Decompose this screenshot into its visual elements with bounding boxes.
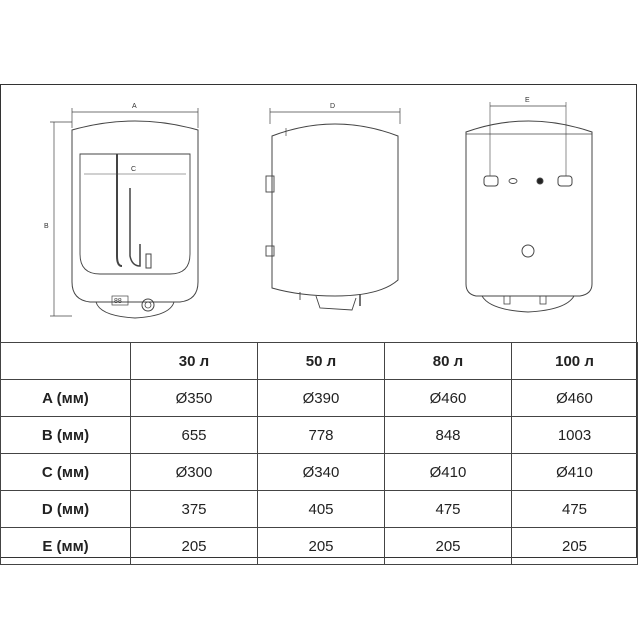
table-cell: Ø300 [131,454,258,491]
header-cell [1,343,131,380]
table-cell: 205 [131,528,258,565]
row-label: B (мм) [1,417,131,454]
row-label: E (мм) [1,528,131,565]
table-cell: 848 [385,417,512,454]
table-cell: Ø390 [258,380,385,417]
table-cell: 475 [385,491,512,528]
back-view [466,97,592,312]
drawings-svg [0,84,640,342]
row-label: D (мм) [1,491,131,528]
header-cell: 80 л [385,343,512,380]
side-view [266,103,400,310]
header-cell: 100 л [512,343,638,380]
table-cell: 205 [385,528,512,565]
table-cell: 475 [512,491,638,528]
table-cell: 778 [258,417,385,454]
table-cell: Ø460 [512,380,638,417]
header-row [1,343,638,380]
header-cell: 50 л [258,343,385,380]
dim-label-d: D [330,103,336,110]
dim-label-e: E [525,97,530,104]
dim-label-c: C [131,166,137,173]
front-view [44,103,198,318]
table-row [1,380,638,417]
technical-drawings [0,84,640,342]
spec-table [0,342,638,565]
table-cell: Ø410 [512,454,638,491]
display-text: 88 [114,298,122,305]
table-cell: 405 [258,491,385,528]
table-cell: 655 [131,417,258,454]
header-cell: 30 л [131,343,258,380]
table-cell: Ø350 [131,380,258,417]
table-cell: Ø410 [385,454,512,491]
table-cell: Ø340 [258,454,385,491]
table-row [1,454,638,491]
dim-label-a: A [132,103,137,110]
table-cell: 1003 [512,417,638,454]
table-cell: 205 [258,528,385,565]
table-cell: Ø460 [385,380,512,417]
row-label: A (мм) [1,380,131,417]
table-cell: 205 [512,528,638,565]
dim-label-b: B [44,223,49,230]
table-cell: 375 [131,491,258,528]
table-row [1,491,638,528]
row-label: C (мм) [1,454,131,491]
table-row [1,417,638,454]
table-row [1,528,638,565]
